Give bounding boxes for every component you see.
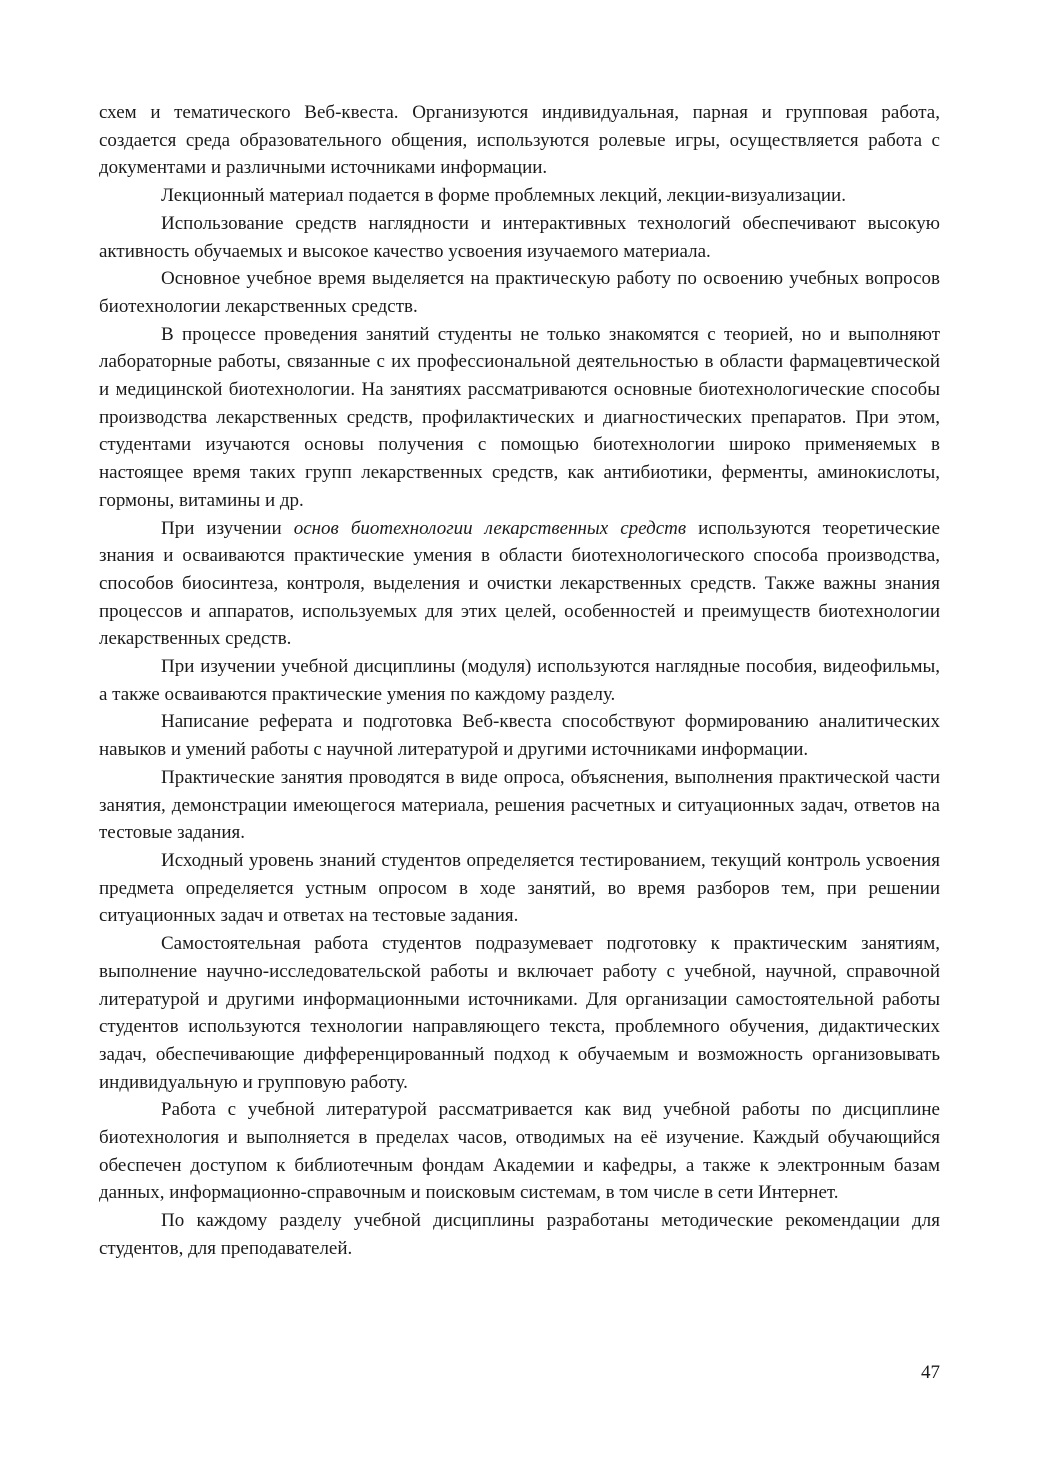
paragraph-6-rest: используются теоретические знания и осваиваются практические умения в области биотехнологического способа производства, способов биосинтеза, контроля, выделения и очистки лекарственных средств. Также важны знания процессов и аппаратов, используемых для этих целей, особенностей и преимуществ биотехнологии лекарственных средств. [99,517,940,650]
paragraph-5: В процессе проведения занятий студенты не только знакомятся с теорией, но и выполняют лабораторные работы, связанные с их профессиональной деятельностью в области фармацевтической и медицинской биотехнологии. На занятиях рассматриваются основные биотехнологические способы производства лекарственных средств, профилактических и диагностических препаратов. При этом, студентами изучаются основы получения с помощью биотехнологии широко применяемых в настоящее время таких групп лекарственных средств, как антибиотики, ферменты, аминокислоты, гормоны, витамины и др. [99,323,940,511]
paragraph-13: По каждому разделу учебной дисциплины разработаны методические рекомендации для студентов, для преподавателей. [99,1210,940,1259]
paragraph-12: Работа с учебной литературой рассматривается как вид учебной работы по дисциплине биотехнология и выполняется в пределах часов, отводимых на её изучение. Каждый обучающийся обеспечен доступом к библиотечным фондам Академии и кафедры, а также к электронным базам данных, информационно-справочным и поисковым системам, в том числе в сети Интернет. [99,1099,940,1204]
paragraph-6-emphasis: основ биотехнологии лекарственных средств [293,517,687,539]
paragraph-8: Написание реферата и подготовка Веб-квеста способствуют формированию аналитических навыков и умений работы с научной литературой и другими источниками информации. [99,711,940,761]
paragraph-9: Практические занятия проводятся в виде опроса, объяснения, выполнения практической части занятия, демонстрации имеющегося материала, решения расчетных и ситуационных задач, ответов на тестовые задания. [99,766,940,844]
paragraph-6-lead: При изучении [161,517,294,539]
paragraph-2: Лекционный материал подается в форме проблемных лекций, лекции-визуализации. [161,185,846,207]
paragraph-7: При изучении учебной дисциплины (модуля) используются наглядные пособия, видеофильмы, а также осваиваются практические умения по каждому разделу. [99,656,940,705]
paragraph-1: схем и тематического Веб-квеста. Организуются индивидуальная, парная и групповая работа, создается среда образовательного общения, используются ролевые игры, осуществляется работа с документами и различными источниками информации. [99,102,940,179]
document-page [99,99,940,1263]
paragraph-4: Основное учебное время выделяется на практическую работу по освоению учебных вопросов биотехнологии лекарственных средств. [99,268,940,317]
paragraph-10: Исходный уровень знаний студентов определяется тестированием, текущий контроль усвоения предмета определяется устным опросом в ходе занятий, во время разборов тем, при решении ситуационных задач и ответах на тестовые задания. [99,849,940,927]
paragraph-3: Использование средств наглядности и интерактивных технологий обеспечивают высокую активность обучаемых и высокое качество усвоения изучаемого материала. [99,212,940,262]
page-number: 47 [921,1362,940,1383]
paragraph-11: Самостоятельная работа студентов подразумевает подготовку к практическим занятиям, выполнение научно-исследовательской работы и включает работу с учебной, научной, справочной литературой и другими информационными источниками. Для организации самостоятельной работы студентов используются технологии направляющего текста, проблемного обучения, дидактических задач, обеспечивающие дифференцированный подход к обучаемым и возможность организовывать индивидуальную и групповую работу. [99,933,940,1093]
paragraph-6 [99,515,940,654]
